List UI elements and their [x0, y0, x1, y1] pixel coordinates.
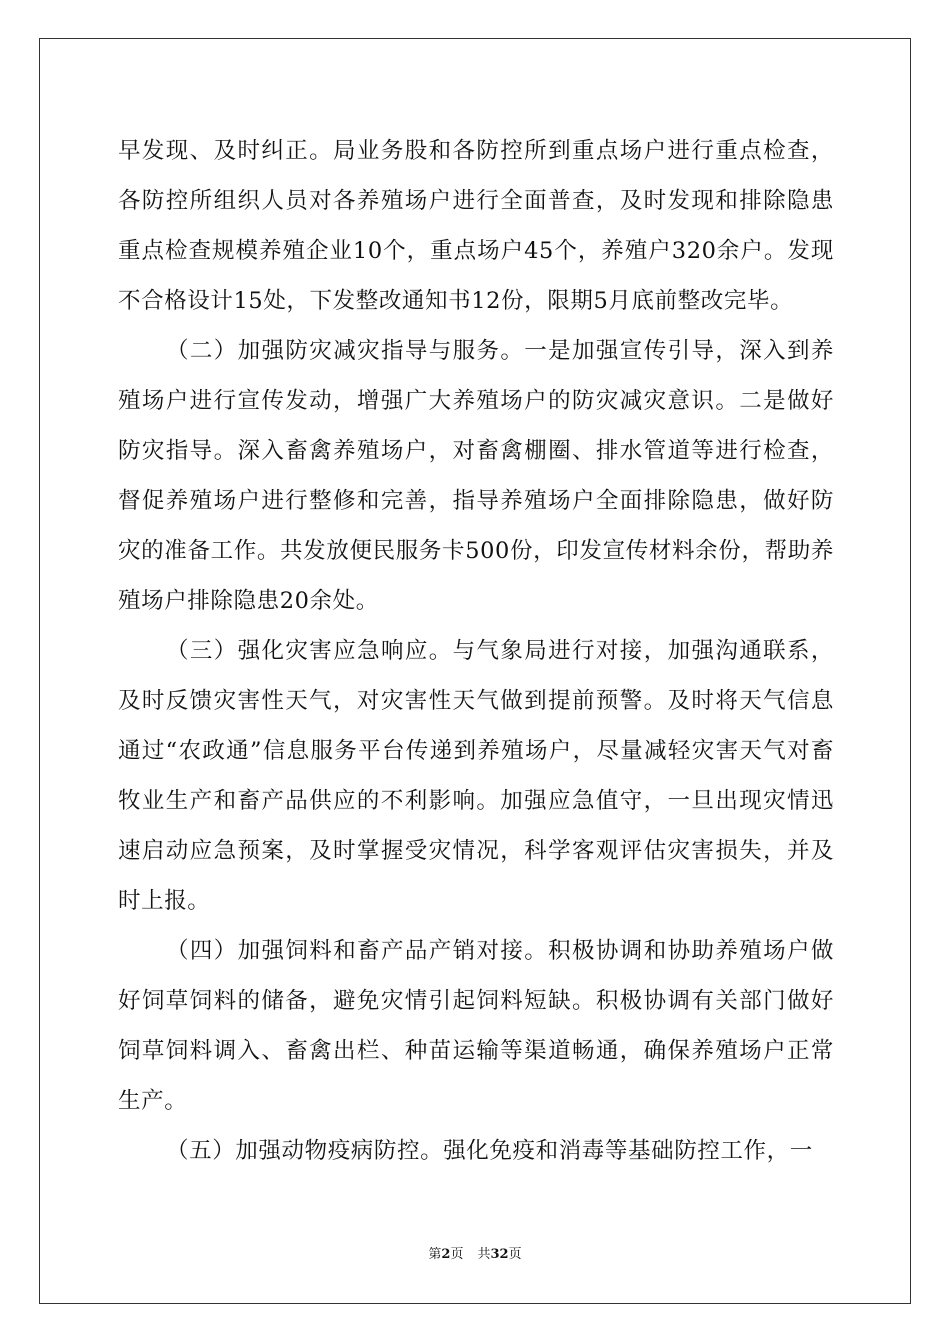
footer-total-suffix: 页: [508, 1247, 522, 1262]
total-page-count: 32: [490, 1247, 509, 1262]
paragraph-section-3: （三）强化灾害应急响应。与气象局进行对接，加强沟通联系，及时反馈灾害性天气，对灾害性天气做到提前预警。及时将天气信息通过“农政通”信息服务平台传递到养殖场户，尽量减轻灾害天气对畜牧业生产和畜产品供应的不利影响。加强应急值守，一旦出现灾情迅速启动应急预案，及时掌握受灾情况，科学客观评估灾害损失，并及时上报。: [118, 638, 834, 914]
document-body: [118, 126, 834, 1176]
paragraph-section-4: （四）加强饲料和畜产品产销对接。积极协调和协助养殖场户做好饲草饲料的储备，避免灾情引起饲料短缺。积极协调有关部门做好饲草饲料调入、畜禽出栏、种苗运输等渠道畅通，确保养殖场户正常生产。: [118, 938, 834, 1114]
paragraph-section-5: （五）加强动物疫病防控。强化免疫和消毒等基础防控工作，一: [166, 1138, 813, 1164]
page-footer: [0, 1246, 950, 1264]
footer-prefix: 第: [428, 1247, 442, 1262]
footer-total-prefix: 共: [477, 1247, 491, 1262]
current-page-number: 2: [441, 1247, 451, 1262]
footer-page-suffix: 页: [450, 1247, 464, 1262]
paragraph-section-2: （二）加强防灾减灾指导与服务。一是加强宣传引导，深入到养殖场户进行宣传发动，增强广大养殖场户的防灾减灾意识。二是做好防灾指导。深入畜禽养殖场户，对畜禽棚圈、排水管道等进行检查，督促养殖场户进行整修和完善，指导养殖场户全面排除隐患，做好防灾的准备工作。共发放便民服务卡500份，印发宣传材料余份，帮助养殖场户排除隐患20余处。: [118, 338, 834, 614]
paragraph-continuation: 早发现、及时纠正。局业务股和各防控所到重点场户进行重点检查，各防控所组织人员对各养殖场户进行全面普查，及时发现和排除隐患重点检查规模养殖企业10个，重点场户45个，养殖户320余户。发现不合格设计15处，下发整改通知书12份，限期5月底前整改完毕。: [118, 138, 834, 314]
